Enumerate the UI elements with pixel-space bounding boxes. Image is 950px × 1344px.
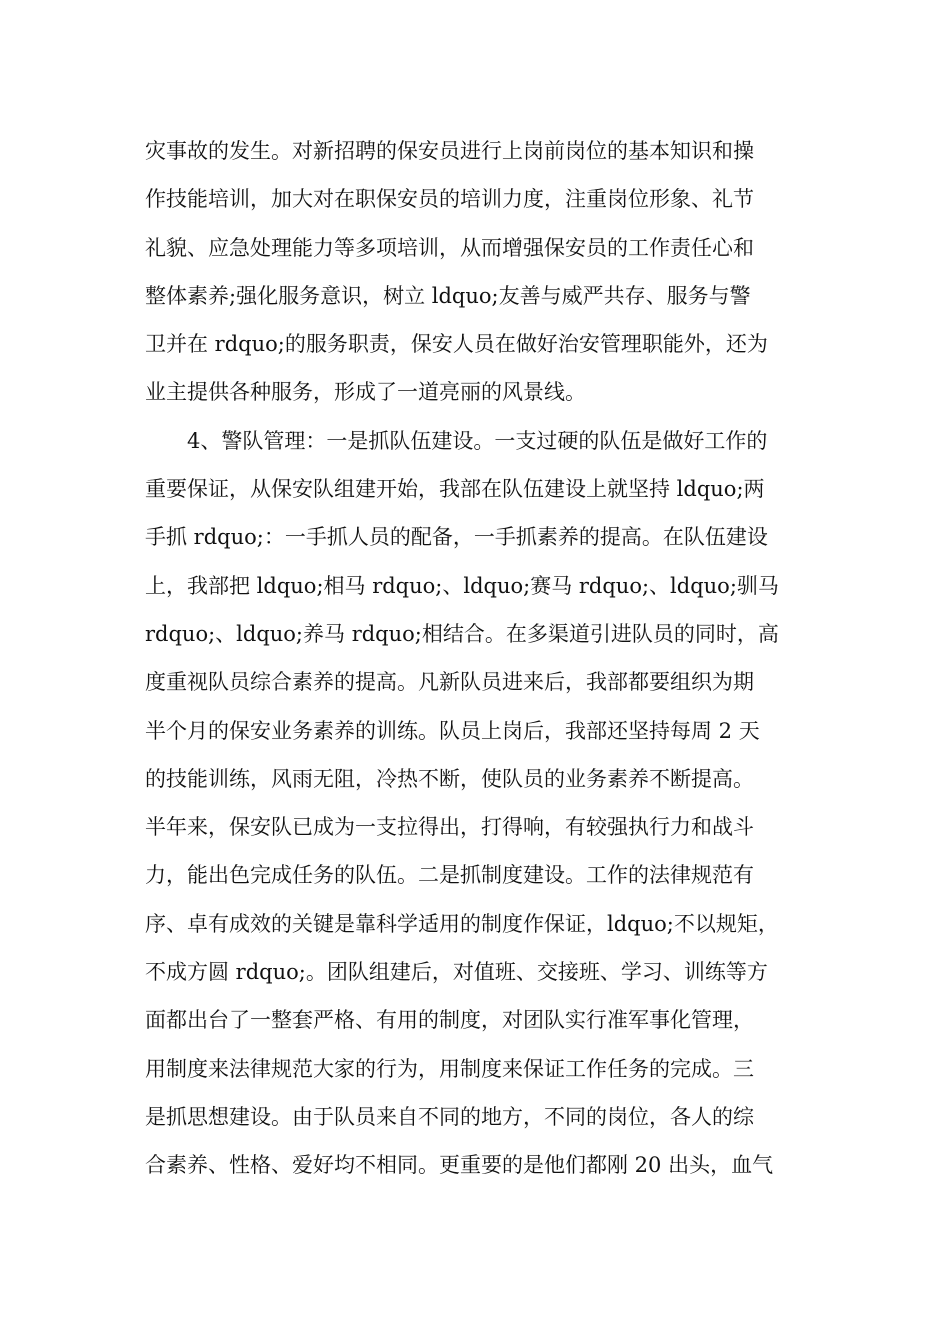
text-line: 业主提供各种服务，形成了一道亮丽的风景线。: [145, 380, 586, 405]
text-line: 灾事故的发生。对新招聘的保安员进行上岗前岗位的基本知识和操: [145, 139, 754, 163]
paragraph-start-line: 4、警队管理：一是抓队伍建设。一支过硬的队伍是做好工作的: [187, 428, 768, 453]
text-line: 度重视队员综合素养的提高。凡新队员进来后，我部都要组织为期: [145, 670, 754, 695]
text-line: 手抓 rdquo;：一手抓人员的配备，一手抓素养的提高。在队伍建设: [145, 525, 768, 550]
text-line: 用制度来法律规范大家的行为，用制度来保证工作任务的完成。三: [145, 1056, 754, 1081]
text-line: 是抓思想建设。由于队员来自不同的地方，不同的岗位，各人的综: [145, 1104, 754, 1129]
text-line: 不成方圆 rdquo;。团队组建后，对值班、交接班、学习、训练等方: [145, 960, 768, 985]
text-line: 序、卓有成效的关键是靠科学适用的制度作保证，ldquo;不以规矩，: [145, 911, 779, 936]
text-line: 上，我部把 ldquo;相马 rdquo;、ldquo;赛马 rdquo;、ldquo;驯马: [145, 573, 779, 598]
text-line: 力，能出色完成任务的队伍。二是抓制度建设。工作的法律规范有: [145, 863, 754, 888]
text-line: 半年来，保安队已成为一支拉得出，打得响，有较强执行力和战斗: [145, 815, 754, 840]
text-line: 重要保证，从保安队组建开始，我部在队伍建设上就坚持 ldquo;两: [145, 477, 765, 502]
text-line: 合素养、性格、爱好均不相同。更重要的是他们都刚 20 出头，血气: [145, 1153, 774, 1178]
text-line: rdquo;、ldquo;养马 rdquo;相结合。在多渠道引进队员的同时，高: [145, 621, 779, 646]
text-line: 面都出台了一整套严格、有用的制度，对团队实行准军事化管理，: [145, 1008, 754, 1033]
text-line: 礼貌、应急处理能力等多项培训，从而增强保安员的工作责任心和: [145, 235, 754, 260]
text-line: 的技能训练，风雨无阻，冷热不断，使队员的业务素养不断提高。: [145, 766, 754, 791]
text-line: 作技能培训，加大对在职保安员的培训力度，注重岗位形象、礼节: [145, 187, 754, 212]
text-line: 卫并在 rdquo;的服务职责，保安人员在做好治安管理职能外，还为: [145, 332, 768, 357]
text-line: 半个月的保安业务素养的训练。队员上岗后，我部还坚持每周 2 天: [145, 718, 760, 743]
text-line: 整体素养;强化服务意识，树立 ldquo;友善与威严共存、服务与警: [145, 283, 751, 308]
document-body: [145, 127, 835, 1190]
